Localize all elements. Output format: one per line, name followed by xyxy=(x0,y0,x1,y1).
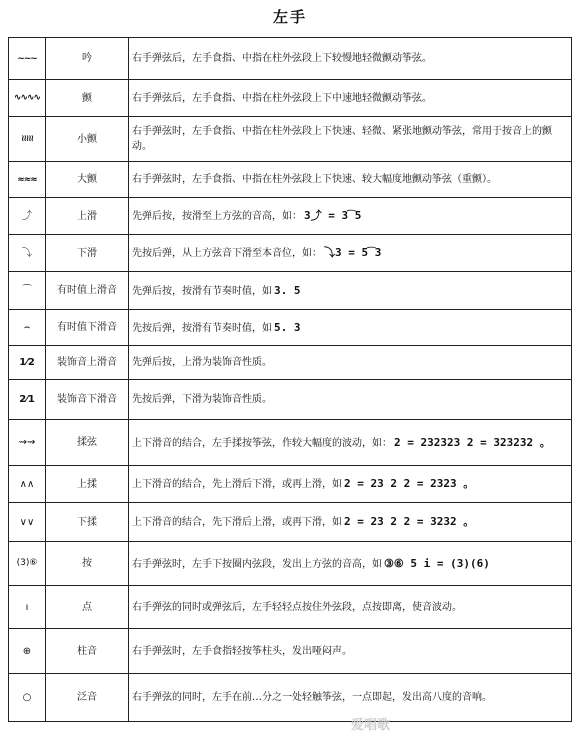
table-row xyxy=(9,117,572,162)
notation-example: 3. 5 xyxy=(274,283,301,297)
table-row xyxy=(9,503,572,542)
table-row xyxy=(9,235,572,272)
dot-symbol-icon: ı xyxy=(9,586,46,629)
chan-symbol-icon: ∿∿∿∿ xyxy=(9,80,46,117)
technique-name: 上揉 xyxy=(46,466,129,503)
slide-up-symbol-icon: ⤴ xyxy=(9,198,46,235)
technique-name: 点 xyxy=(46,586,129,629)
technique-name: 下滑 xyxy=(46,235,129,272)
table-row xyxy=(9,674,572,722)
technique-description: 右手弹弦的同时或弹弦后，左手轻轻点按住外弦段，点按即离，使音波动。 xyxy=(129,586,572,629)
notation-example: 2 = 232323 2 = 323232 。 xyxy=(394,435,551,449)
technique-name: 泛音 xyxy=(46,674,129,722)
technique-description: 上下滑音的结合，先上滑后下滑，或再上滑，如 2 = 23 2 2 = 2323 。 xyxy=(129,466,572,503)
technique-name: 有时值上滑音 xyxy=(46,272,129,310)
technique-description: 上下滑音的结合，先下滑后上滑，或再下滑，如 2 = 23 2 2 = 3232 。 xyxy=(129,503,572,542)
technique-description: 上下滑音的结合，左手揉按筝弦，作较大幅度的波动，如： 2 = 232323 2 = 323232 。 xyxy=(129,420,572,466)
grace-slide-up-symbol-icon: 1⁄2 xyxy=(9,346,46,380)
table-row xyxy=(9,272,572,310)
small-tremolo-symbol-icon: ≀≀≀≀≀ xyxy=(9,117,46,162)
technique-description: 右手弹弦时，左手食指、中指在柱外弦段上下快速、较大幅度地颤动筝弦（重颤）。 xyxy=(129,162,572,198)
lower-vibrato-symbol-icon: ∨∨ xyxy=(9,503,46,542)
technique-name: 按 xyxy=(46,542,129,586)
table-row xyxy=(9,310,572,346)
notation-example: 2 = 23 2 2 = 2323 。 xyxy=(344,477,475,490)
technique-name: 有时值下滑音 xyxy=(46,310,129,346)
timed-slide-up-symbol-icon: ⌒ xyxy=(9,272,46,310)
notation-example: 2 = 23 2 2 = 3232 。 xyxy=(344,515,475,528)
technique-description: 先弹后按，上滑为装饰音性质。 xyxy=(129,346,572,380)
page-title: 左手 xyxy=(272,8,307,26)
technique-description: 右手弹弦的同时，左手在前…分之一处轻触筝弦，一点即起，发出高八度的音响。 xyxy=(129,674,572,722)
table-row xyxy=(9,542,572,586)
table-row xyxy=(9,162,572,198)
upper-vibrato-symbol-icon: ∧∧ xyxy=(9,466,46,503)
technique-name: 下揉 xyxy=(46,503,129,542)
grace-slide-down-symbol-icon: 2⁄1 xyxy=(9,380,46,420)
technique-name: 装饰音下滑音 xyxy=(46,380,129,420)
notation-example: 3⤴ = 3͡5 xyxy=(304,209,362,222)
technique-name: 上滑 xyxy=(46,198,129,235)
notation-example: 5. 3 xyxy=(274,320,301,334)
technique-description: 先弹后按，按滑至上方弦的音高，如： 3⤴ = 3͡5 xyxy=(129,198,572,235)
table-row xyxy=(9,586,572,629)
harmonic-symbol-icon: ○ xyxy=(9,674,46,722)
technique-description: 右手弹弦后，左手食指、中指在柱外弦段上下中速地轻微颤动筝弦。 xyxy=(129,80,572,117)
timed-slide-down-symbol-icon: ⌢ xyxy=(9,310,46,346)
technique-name: 大颤 xyxy=(46,162,129,198)
technique-description: 先弹后按，按滑有节奏时值，如 3. 5 xyxy=(129,272,572,310)
technique-name: 装饰音上滑音 xyxy=(46,346,129,380)
table-row xyxy=(9,466,572,503)
technique-name: 柱音 xyxy=(46,629,129,674)
technique-name: 小颤 xyxy=(46,117,129,162)
left-hand-technique-table xyxy=(8,37,572,722)
table-row xyxy=(9,420,572,466)
table-row xyxy=(9,346,572,380)
watermark: 爱唱歌 xyxy=(350,718,390,733)
technique-name: 吟 xyxy=(46,38,129,80)
table-row xyxy=(9,629,572,674)
technique-description: 先按后弹，从上方弦音下滑至本音位，如： ⤵3 = 5͡3 xyxy=(129,235,572,272)
large-tremolo-symbol-icon: ≈≈≈ xyxy=(9,162,46,198)
technique-name: 揉弦 xyxy=(46,420,129,466)
table-row xyxy=(9,198,572,235)
table-row xyxy=(9,80,572,117)
technique-description: 先按后弹，下滑为装饰音性质。 xyxy=(129,380,572,420)
vibrato-symbol-icon: ⇝⇝ xyxy=(9,420,46,466)
technique-description: 先按后弹，按滑有节奏时值，如 5. 3 xyxy=(129,310,572,346)
technique-description: 右手弹弦后，左手食指、中指在柱外弦段上下较慢地轻微颤动筝弦。 xyxy=(129,38,572,80)
table-row xyxy=(9,380,572,420)
table-row xyxy=(9,38,572,80)
press-symbol-icon: (3)⑥ xyxy=(9,542,46,586)
technique-name: 颤 xyxy=(46,80,129,117)
notation-example: ③⑥ 5 i = (3)(6) xyxy=(384,556,490,570)
technique-description: 右手弹弦时，左手食指、中指在柱外弦段上下快速、轻微、紧张地颤动筝弦，常用于按音上的颤动。 xyxy=(129,117,572,162)
slide-down-symbol-icon: ⤵ xyxy=(9,235,46,272)
pillar-tone-symbol-icon: ⊕ xyxy=(9,629,46,674)
technique-description: 右手弹弦时，左手下按圈内弦段，发出上方弦的音高，如 ③⑥ 5 i = (3)(6) xyxy=(129,542,572,586)
technique-description: 右手弹弦时，左手食指轻按筝柱头，发出哑闷声。 xyxy=(129,629,572,674)
notation-example: ⤵3 = 5͡3 xyxy=(324,246,382,259)
yin-symbol-icon: ~~~ xyxy=(9,38,46,80)
